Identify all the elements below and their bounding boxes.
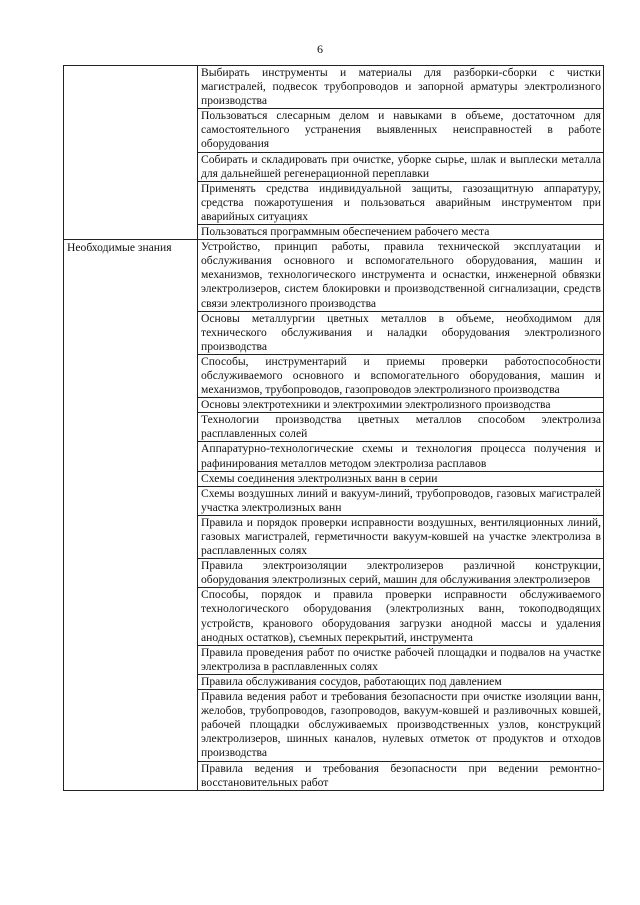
table-cell: Способы, порядок и правила проверки исправности обслуживаемого технологического оборудования (электролизных ванн, токоподводящих устройств, кранового оборудования загрузки анодной массы и удаления анодных остатков), съемных перекрытий, инструмента	[198, 588, 604, 645]
table-cell: Аппаратурно-технологические схемы и технология процесса получения и рафинирования металлов методом электролиза расплавов	[198, 442, 604, 471]
table-cell: Основы металлургии цветных металлов в объеме, необходимом для технического обслуживания и наладки оборудования электролизного производства	[198, 311, 604, 354]
page-number: 6	[317, 42, 323, 56]
table-cell: Способы, инструментарий и приемы проверки работоспособности обслуживаемого основного и вспомогательного оборудования, машин и механизмов, трубопроводов, газопроводов электролизного производства	[198, 354, 604, 397]
table-cell: Технологии производства цветных металлов способом электролиза расплавленных солей	[198, 413, 604, 442]
competency-table	[63, 65, 604, 791]
table-cell: Пользоваться программным обеспечением рабочего места	[198, 225, 604, 240]
table-cell: Правила и порядок проверки исправности воздушных, вентиляционных линий, газовых магистралей, герметичности вакуум-ковшей на участке электролиза в расплавленных солях	[198, 515, 604, 558]
table-cell: Правила проведения работ по очистке рабочей площадки и подвалов на участке электролиза в расплавленных солях	[198, 645, 604, 674]
table-cell: Выбирать инструменты и материалы для разборки-сборки с чистки магистралей, подвесок трубопроводов и запорной арматуры электролизного производства	[198, 66, 604, 109]
table-cell: Схемы соединения электролизных ванн в серии	[198, 471, 604, 486]
table-cell: Правила ведения и требования безопасности при ведении ремонтно-восстановительных работ	[198, 761, 604, 790]
table-cell: Собирать и складировать при очистке, уборке сырье, шлак и выплески металла для дальнейшей регенерационной переплавки	[198, 152, 604, 181]
table-cell: Правила ведения работ и требования безопасности при очистке изоляции ванн, желобов, трубопроводов, газопроводов, вакуум-ковшей и разливочных ковшей, рабочей площадки обслуживаемых производственных узлов, конструкций электролизеров, шинных каналов, нулевых отметок от продуктов и отходов производства	[198, 690, 604, 761]
table-row	[64, 240, 604, 311]
skills-label-cell	[64, 66, 198, 240]
table-cell: Применять средства индивидуальной защиты, газозащитную аппаратуру, средства пожаротушения и пользоваться аварийным инструментом при аварийных ситуациях	[198, 181, 604, 224]
table-cell: Основы электротехники и электрохимии электролизного производства	[198, 398, 604, 413]
table-cell: Пользоваться слесарным делом и навыками в объеме, достаточном для самостоятельного устранения выявленных неисправностей в работе оборудования	[198, 109, 604, 152]
table-cell: Устройство, принцип работы, правила технической эксплуатации и обслуживания основного и вспомогательного оборудования, машин и механизмов, технологического инструмента и оснастки, инженерной обвязки электролизеров, систем блокировки и производственной сигнализации, средств связи электролизного производства	[198, 240, 604, 311]
table-cell: Схемы воздушных линий и вакуум-линий, трубопроводов, газовых магистралей участка электролизных ванн	[198, 486, 604, 515]
table-row	[64, 66, 604, 109]
table-cell: Правила обслуживания сосудов, работающих под давлением	[198, 674, 604, 689]
table-cell: Правила электроизоляции электролизеров различной конструкции, оборудования электролизных серий, машин для обслуживания электролизеров	[198, 559, 604, 588]
knowledge-label: Необходимые знания	[64, 240, 198, 791]
